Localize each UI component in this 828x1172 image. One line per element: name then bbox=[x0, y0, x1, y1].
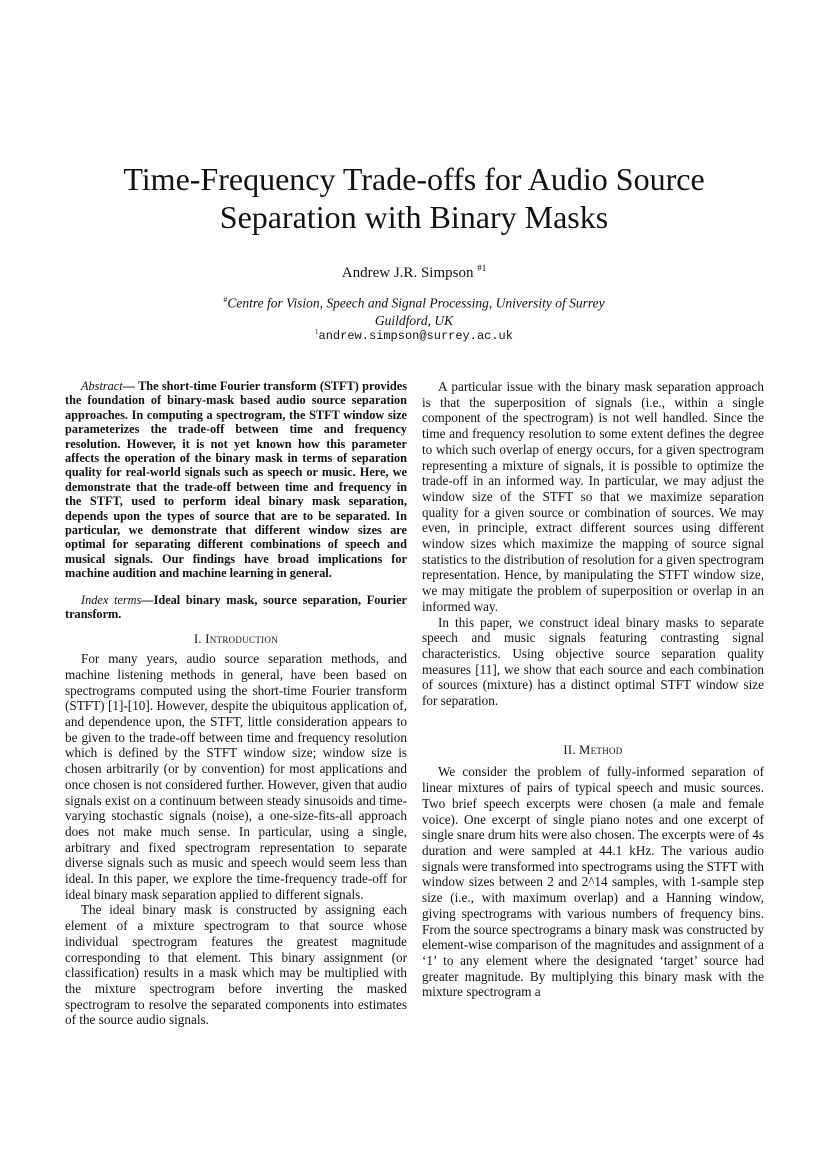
author-email bbox=[0, 328, 828, 343]
right-column bbox=[422, 379, 764, 1000]
email-address: andrew.simpson@surrey.ac.uk bbox=[318, 329, 513, 343]
index-terms bbox=[65, 593, 407, 622]
intro-paragraph-1: For many years, audio source separation methods, and machine listening methods in general, have been based on spectrograms computed using the short-time Fourier transform (STFT) [1]-[10]. However, despite the ubiquitous application of, and dependence upon, the STFT, little consideration appears to be given to the trade-off between time and frequency resolution which is defined by the STFT window size; window size is chosen arbitrarily (or by convention) for most applications and once chosen is not considered further. However, given that audio signals exist on a continuum between steady sinusoids and time-varying stochastic signals (noise), a one-size-fits-all approach does not make much sense. In particular, using a single, arbitrary and fixed spectrogram representation to separate diverse signals such as music and speech would seem less than ideal. In this paper, we explore the time-frequency trade-off for ideal binary mask separation applied to different signals. bbox=[65, 651, 407, 902]
abstract-lead: Abstract bbox=[81, 379, 123, 393]
abstract bbox=[65, 379, 407, 581]
affiliation-line-1: Centre for Vision, Speech and Signal Processing, University of Surrey bbox=[227, 295, 605, 311]
intro-paragraph-2: The ideal binary mask is constructed by assigning each element of a mixture spectrogram to that source whose individual spectrogram features the greatest magnitude corresponding to that element. This binary assignment (or classification) results in a mask which may be multiplied with the mixture spectrogram before inverting the masked spectrogram to resolve the separated components into estimates of the source audio signals. bbox=[65, 902, 407, 1028]
method-paragraph-1: We consider the problem of fully-informed separation of linear mixtures of pairs of typical speech and music sources. Two brief speech excerpts were chosen (a male and female voice). One excerpt of single piano notes and one excerpt of single snare drum hits were also chosen. The excerpts were of 4s duration and were sampled at 44.1 kHz. The various audio signals were transformed into spectrograms using the STFT with window sizes between 2 and 2^14 samples, with 1-sample step size (i.e., with maximum overlap) and a Hanning window, giving spectrograms with various numbers of frequency bins. From the source spectrograms a binary mask was constructed by element-wise comparison of the magnitudes and assignment of a ‘1’ to any element where the designated ‘target’ source had greater magnitude. By multiplying this binary mask with the mixture spectrogram a bbox=[422, 764, 764, 1000]
abstract-text: — The short-time Fourier transform (STFT) provides the foundation of binary-mask based audio source separation approaches. In computing a spectrogram, the STFT window size parameterizes the trade-off between time and frequency resolution. However, it is not yet known how this parameter affects the operation of the binary mask in terms of separation quality for real-world signals such as speech or music. Here, we demonstrate that the trade-off between time and frequency in the STFT, used to perform ideal binary mask separation, depends upon the types of source that are to be separated. In particular, we demonstrate that different window sizes are optimal for separating different combinations of speech and musical signals. Our findings have broad implications for machine audition and machine learning in general. bbox=[65, 379, 407, 581]
paper-title bbox=[70, 160, 758, 236]
author-sup: #1 bbox=[477, 263, 487, 273]
affiliation-line-2: Guildford, UK bbox=[374, 312, 454, 328]
section-1-heading: I. Introduction bbox=[193, 631, 279, 646]
section-2-heading: II. Method bbox=[563, 742, 623, 757]
index-terms-lead: Index terms bbox=[81, 592, 142, 607]
email-sup: 1 bbox=[315, 328, 319, 336]
left-column bbox=[65, 379, 407, 1028]
affiliation-sup: # bbox=[223, 295, 228, 304]
affiliation bbox=[0, 291, 828, 329]
author-line bbox=[0, 263, 828, 282]
title-line-2: Separation with Binary Masks bbox=[219, 199, 609, 235]
index-terms-text: —Ideal binary mask, source separation, Fourier transform. bbox=[65, 592, 407, 622]
intro-paragraph-4: In this paper, we construct ideal binary masks to separate speech and music signals featuring contrasting signal characteristics. Using objective source separation quality measures [11], we show that each source and each combination of sources (mixture) has a distinct optimal STFT window size for separation. bbox=[422, 614, 764, 709]
author-name: Andrew J.R. Simpson bbox=[341, 265, 474, 281]
intro-paragraph-3: A particular issue with the binary mask separation approach is that the superposition of signals (i.e., within a single component of the spectrogram) is not well handled. Since the time and frequency resolution to some extent defines the degree to which such overlap of energy occurs, for a given spectrogram representing a mixture of signals, it is possible to optimize the trade-off in an informed way. In particular, we may adjust the window size of the STFT so that we maximize separation quality for a given source or combination of sources. We may even, in principle, extract different sources using different window sizes which maximize the mapping of source signal statistics to the distribution of resolution for a given spectrogram representation. Hence, by manipulating the STFT window size, we may mitigate the problem of superposition or overlap in an informed way. bbox=[422, 379, 764, 614]
title-line-1: Time-Frequency Trade-offs for Audio Source bbox=[123, 161, 705, 197]
